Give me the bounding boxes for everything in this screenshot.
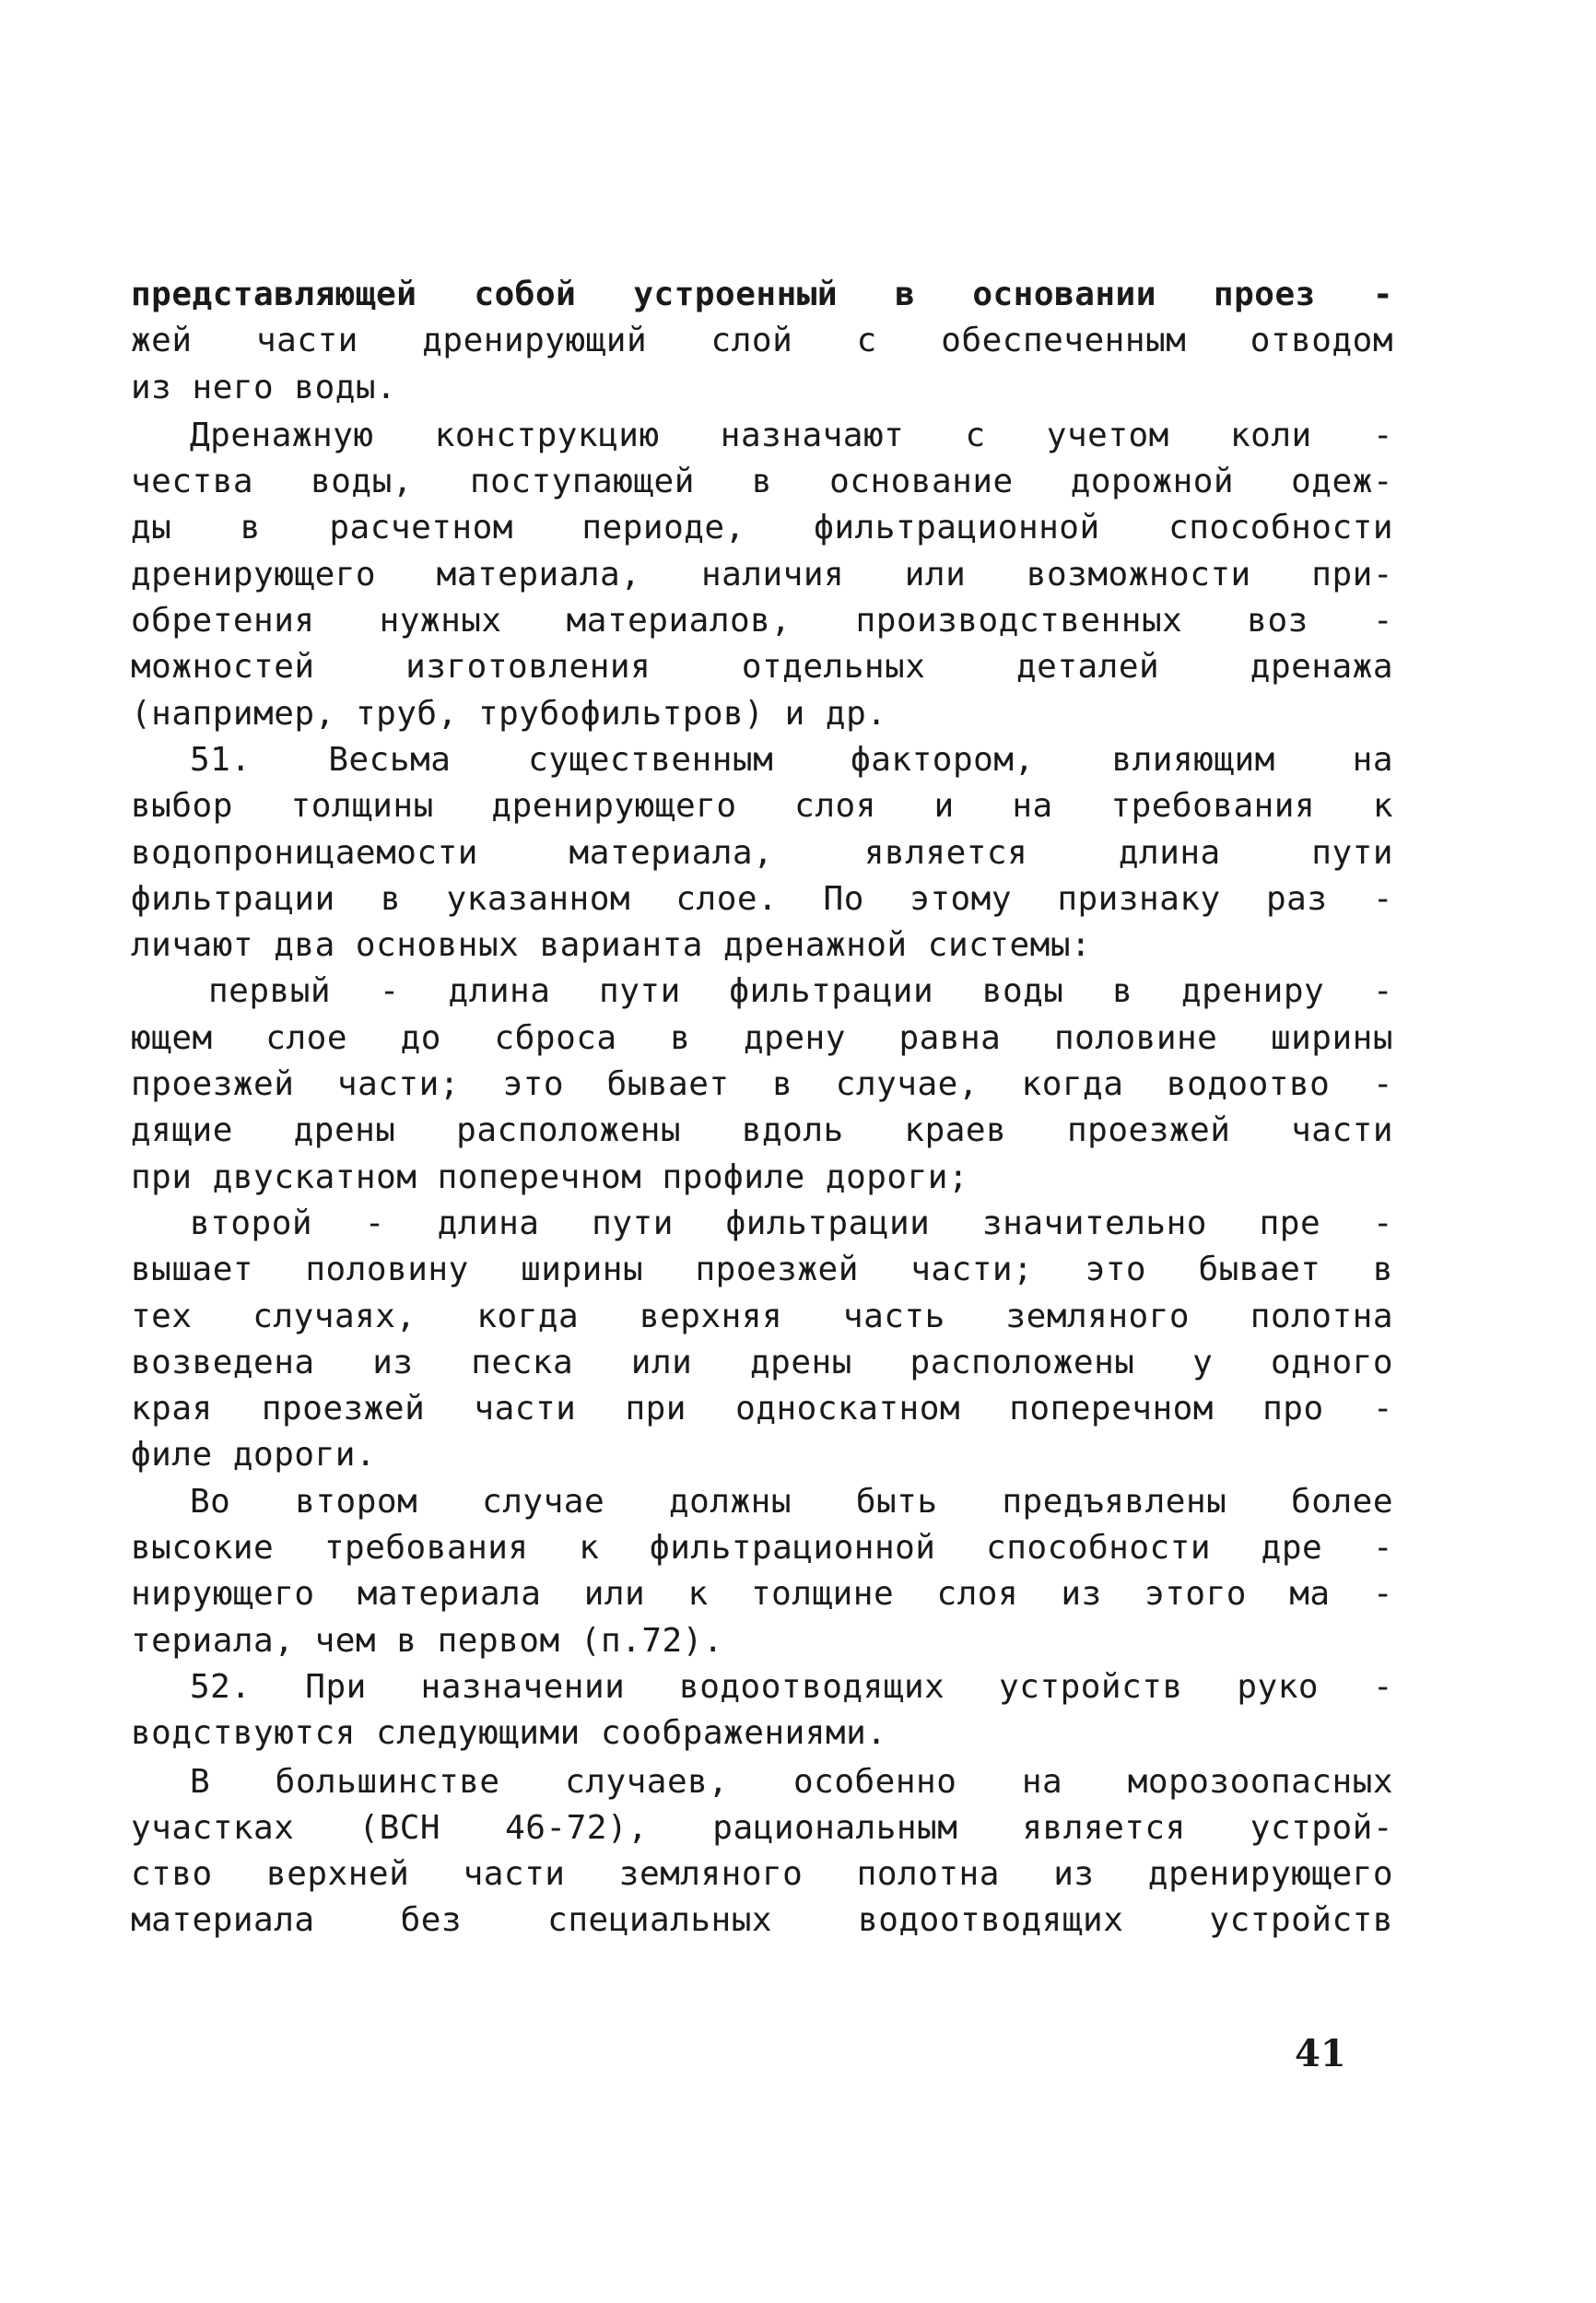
text-line: водопроницаемости материала, является длина пути — [131, 833, 1393, 872]
page-number: 41 — [1295, 2032, 1346, 2075]
text-line: 52. При назначении водоотводящих устройств руко - — [190, 1667, 1393, 1706]
text-line: выбор толщины дренирующего слоя и на требования к — [131, 787, 1393, 826]
text-line: дящие дрены расположены вдоль краев проезжей части — [131, 1111, 1393, 1150]
text-line: ды в расчетном периоде, фильтрационной способности — [131, 509, 1393, 547]
text-line: из него воды. — [131, 368, 397, 406]
text-line: 51. Весьма существенным фактором, влияющим на — [190, 740, 1393, 779]
text-line: края проезжей части при односкатном поперечном про - — [131, 1390, 1393, 1428]
text-line: чества воды, поступающей в основание дорожной одеж- — [131, 463, 1393, 501]
text-line: при двускатном поперечном профиле дороги; — [131, 1157, 969, 1196]
text-line: материала без специальных водоотводящих устройств — [131, 1901, 1393, 1940]
text-line: В большинстве случаев, особенно на морозоопасных — [190, 1762, 1393, 1801]
text-line: дренирующего материала, наличия или возможности при- — [131, 555, 1393, 593]
text-line: проезжей части; это бывает в случае, когда водоотво - — [131, 1065, 1393, 1104]
text-line: участках (ВСН 46-72), рациональным является устрой- — [131, 1808, 1393, 1847]
text-line: Во втором случае должны быть предъявлены более — [190, 1482, 1393, 1521]
text-line: ство верхней части земляного полотна из дренирующего — [131, 1855, 1393, 1894]
text-line: второй - длина пути фильтрации значительно пре - — [190, 1204, 1393, 1242]
text-line: филе дороги. — [131, 1436, 377, 1475]
text-line: обретения нужных материалов, производственных воз - — [131, 602, 1393, 640]
text-line: высокие требования к фильтрационной способности дре - — [131, 1529, 1393, 1568]
text-line: вышает половину ширины проезжей части; это бывает в — [131, 1251, 1393, 1289]
text-line: личают два основных варианта дренажной системы: — [131, 926, 1092, 965]
text-line: (например, труб, трубофильтров) и др. — [131, 694, 887, 733]
text-line: фильтрации в указанном слое. По этому признаку раз - — [131, 879, 1393, 918]
text-line: первый - длина пути фильтрации воды в дрениру - — [208, 972, 1393, 1011]
text-line: водствуются следующими соображениями. — [131, 1714, 887, 1753]
text-line: представляющей собой устроенный в основании проез - — [131, 276, 1393, 313]
text-line: возведена из песка или дрены расположены у одного — [131, 1343, 1393, 1381]
text-line: можностей изготовления отдельных деталей дренажа — [131, 648, 1393, 687]
text-line: нирующего материала или к толщине слоя из этого ма - — [131, 1575, 1393, 1614]
text-line: жей части дренирующий слой с обеспеченным отводом — [131, 322, 1393, 360]
body-text — [131, 272, 1393, 1945]
text-line: тех случаях, когда верхняя часть земляного полотна — [131, 1297, 1393, 1335]
text-line: Дренажную конструкцию назначают с учетом коли - — [190, 416, 1393, 454]
text-line: ющем слое до сброса в дрену равна половине ширины — [131, 1018, 1393, 1057]
text-line: териала, чем в первом (п.72). — [131, 1621, 724, 1660]
